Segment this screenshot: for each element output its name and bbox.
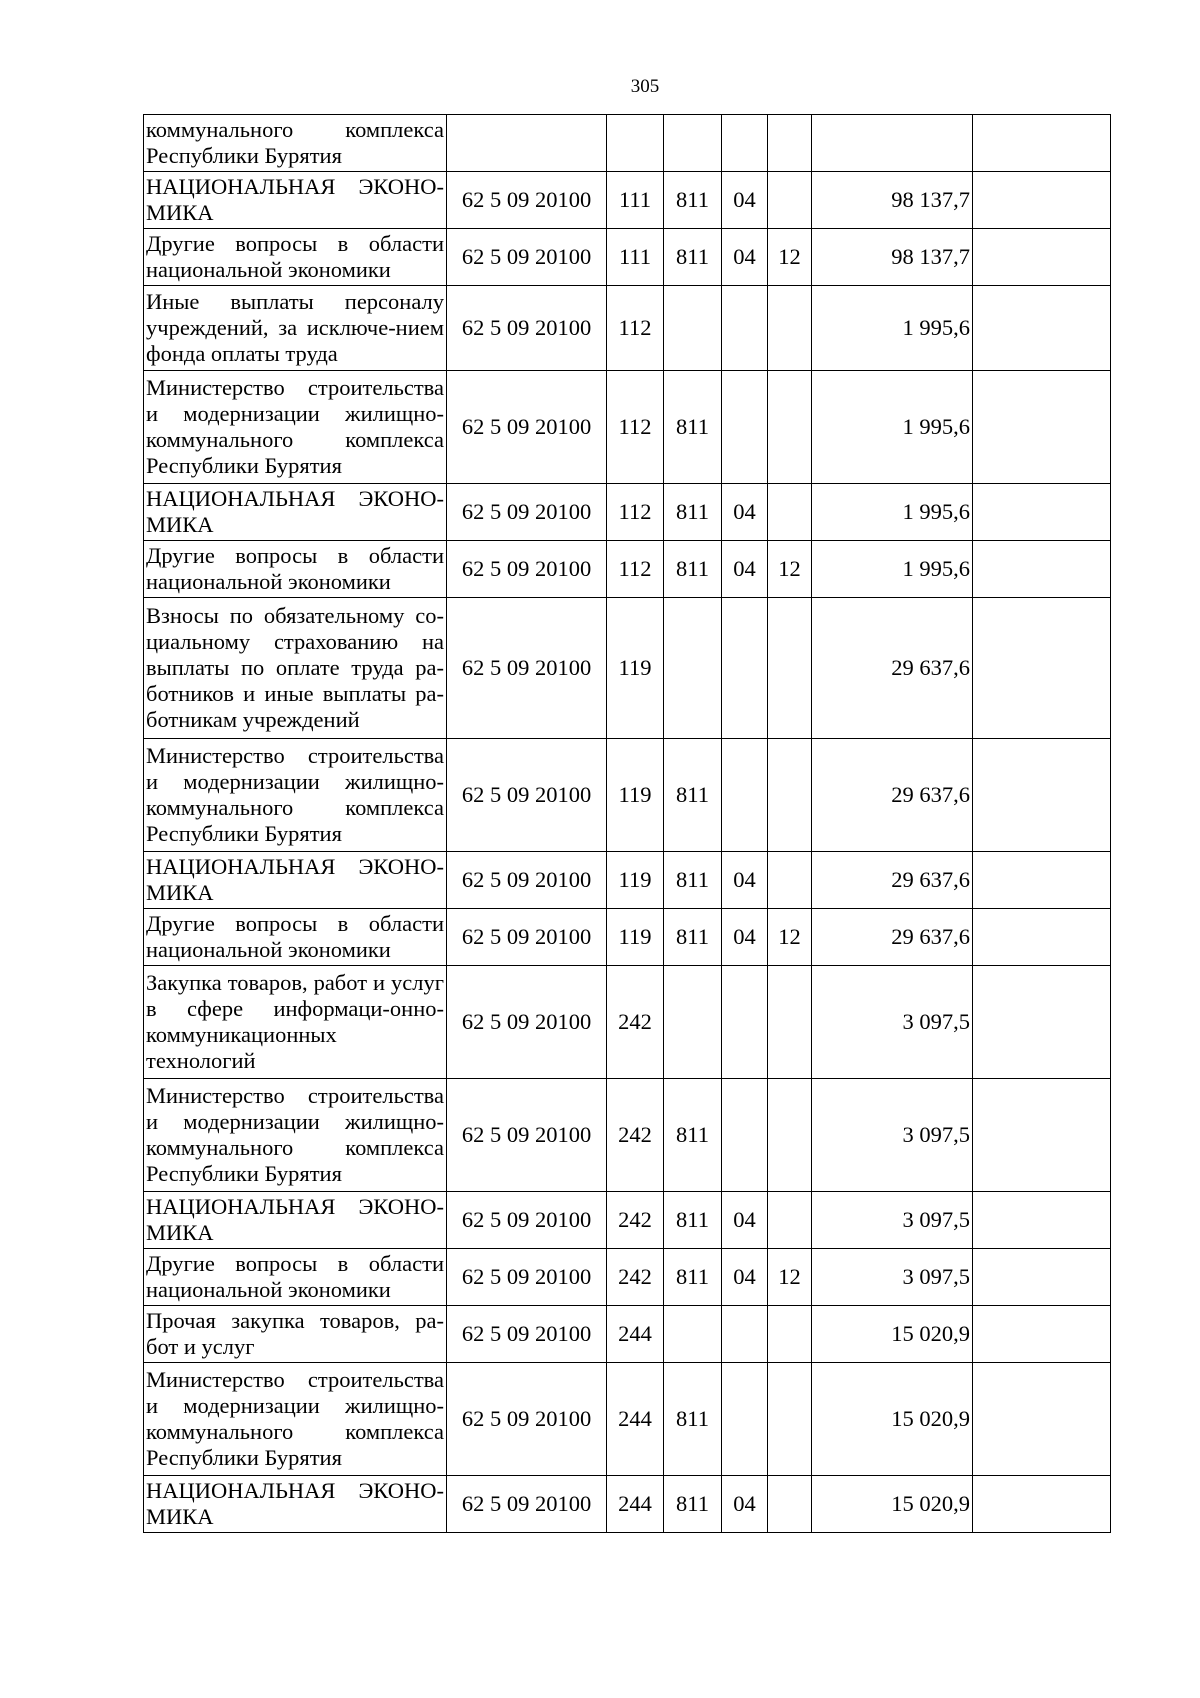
empty-cell bbox=[973, 966, 1111, 1079]
ministry-code bbox=[664, 115, 722, 172]
empty-cell bbox=[973, 852, 1111, 909]
section-code: 04 bbox=[722, 1192, 768, 1249]
row-name: Другие вопросы в области национальной экономики bbox=[144, 909, 447, 966]
ministry-code: 811 bbox=[664, 1476, 722, 1533]
expense-type: 242 bbox=[607, 1249, 664, 1306]
table-row bbox=[144, 484, 1111, 541]
subsection-code bbox=[768, 1306, 812, 1363]
amount: 29 637,6 bbox=[812, 598, 973, 739]
expense-type: 244 bbox=[607, 1476, 664, 1533]
table-row bbox=[144, 172, 1111, 229]
empty-cell bbox=[973, 1192, 1111, 1249]
subsection-code: 12 bbox=[768, 229, 812, 286]
subsection-code bbox=[768, 371, 812, 484]
table-row bbox=[144, 541, 1111, 598]
empty-cell bbox=[973, 1476, 1111, 1533]
amount: 15 020,9 bbox=[812, 1476, 973, 1533]
empty-cell bbox=[973, 1079, 1111, 1192]
section-code: 04 bbox=[722, 1476, 768, 1533]
expense-type: 112 bbox=[607, 484, 664, 541]
row-name: НАЦИОНАЛЬНАЯ ЭКОНО-МИКА bbox=[144, 484, 447, 541]
amount: 15 020,9 bbox=[812, 1363, 973, 1476]
row-name: НАЦИОНАЛЬНАЯ ЭКОНО-МИКА bbox=[144, 1192, 447, 1249]
amount: 3 097,5 bbox=[812, 966, 973, 1079]
expense-type bbox=[607, 115, 664, 172]
expense-type: 242 bbox=[607, 1192, 664, 1249]
amount: 3 097,5 bbox=[812, 1249, 973, 1306]
page-number: 305 bbox=[630, 76, 660, 97]
subsection-code bbox=[768, 115, 812, 172]
row-name: Министерство строительства и модернизации жилищно-коммунального комплекса Республики Бурятия bbox=[144, 1079, 447, 1192]
amount: 3 097,5 bbox=[812, 1079, 973, 1192]
target-code: 62 5 09 20100 bbox=[447, 1306, 607, 1363]
amount: 29 637,6 bbox=[812, 852, 973, 909]
row-name: НАЦИОНАЛЬНАЯ ЭКОНО-МИКА bbox=[144, 1476, 447, 1533]
subsection-code bbox=[768, 1192, 812, 1249]
expense-type: 244 bbox=[607, 1306, 664, 1363]
subsection-code bbox=[768, 1079, 812, 1192]
empty-cell bbox=[973, 598, 1111, 739]
amount: 3 097,5 bbox=[812, 1192, 973, 1249]
row-name: НАЦИОНАЛЬНАЯ ЭКОНО-МИКА bbox=[144, 172, 447, 229]
amount: 98 137,7 bbox=[812, 229, 973, 286]
ministry-code: 811 bbox=[664, 909, 722, 966]
empty-cell bbox=[973, 1249, 1111, 1306]
empty-cell bbox=[973, 1306, 1111, 1363]
target-code: 62 5 09 20100 bbox=[447, 484, 607, 541]
target-code: 62 5 09 20100 bbox=[447, 739, 607, 852]
table-row bbox=[144, 115, 1111, 172]
ministry-code: 811 bbox=[664, 371, 722, 484]
section-code bbox=[722, 598, 768, 739]
section-code bbox=[722, 371, 768, 484]
ministry-code: 811 bbox=[664, 1249, 722, 1306]
row-name: Закупка товаров, работ и услуг в сфере информаци-онно-коммуникационных технологий bbox=[144, 966, 447, 1079]
table-row bbox=[144, 1476, 1111, 1533]
row-name: Взносы по обязательному со-циальному страхованию на выплаты по оплате труда ра-ботников и иные выплаты ра-ботникам учреждений bbox=[144, 598, 447, 739]
target-code bbox=[447, 115, 607, 172]
section-code: 04 bbox=[722, 541, 768, 598]
subsection-code bbox=[768, 966, 812, 1079]
section-code: 04 bbox=[722, 909, 768, 966]
target-code: 62 5 09 20100 bbox=[447, 909, 607, 966]
target-code: 62 5 09 20100 bbox=[447, 598, 607, 739]
row-name: Другие вопросы в области национальной экономики bbox=[144, 229, 447, 286]
expense-type: 242 bbox=[607, 1079, 664, 1192]
ministry-code: 811 bbox=[664, 1192, 722, 1249]
empty-cell bbox=[973, 541, 1111, 598]
expense-type: 119 bbox=[607, 909, 664, 966]
table-row bbox=[144, 966, 1111, 1079]
amount: 1 995,6 bbox=[812, 286, 973, 371]
row-name: НАЦИОНАЛЬНАЯ ЭКОНО-МИКА bbox=[144, 852, 447, 909]
section-code bbox=[722, 1306, 768, 1363]
target-code: 62 5 09 20100 bbox=[447, 371, 607, 484]
row-name: Иные выплаты персоналу учреждений, за исключе-нием фонда оплаты труда bbox=[144, 286, 447, 371]
ministry-code: 811 bbox=[664, 739, 722, 852]
empty-cell bbox=[973, 229, 1111, 286]
ministry-code bbox=[664, 286, 722, 371]
ministry-code: 811 bbox=[664, 229, 722, 286]
expense-type: 242 bbox=[607, 966, 664, 1079]
ministry-code: 811 bbox=[664, 852, 722, 909]
section-code bbox=[722, 966, 768, 1079]
subsection-code bbox=[768, 484, 812, 541]
empty-cell bbox=[973, 1363, 1111, 1476]
row-name: Министерство строительства и модернизации жилищно-коммунального комплекса Республики Бурятия bbox=[144, 739, 447, 852]
ministry-code: 811 bbox=[664, 541, 722, 598]
empty-cell bbox=[973, 286, 1111, 371]
target-code: 62 5 09 20100 bbox=[447, 541, 607, 598]
subsection-code bbox=[768, 286, 812, 371]
budget-table bbox=[143, 114, 1111, 1533]
subsection-code bbox=[768, 598, 812, 739]
expense-type: 119 bbox=[607, 739, 664, 852]
table-row bbox=[144, 909, 1111, 966]
target-code: 62 5 09 20100 bbox=[447, 229, 607, 286]
ministry-code: 811 bbox=[664, 172, 722, 229]
empty-cell bbox=[973, 115, 1111, 172]
section-code bbox=[722, 1363, 768, 1476]
table-row bbox=[144, 739, 1111, 852]
section-code bbox=[722, 1079, 768, 1192]
subsection-code bbox=[768, 1476, 812, 1533]
section-code bbox=[722, 286, 768, 371]
expense-type: 112 bbox=[607, 371, 664, 484]
expense-type: 244 bbox=[607, 1363, 664, 1476]
table-row bbox=[144, 1306, 1111, 1363]
row-name: Министерство строительства и модернизации жилищно-коммунального комплекса Республики Бурятия bbox=[144, 371, 447, 484]
target-code: 62 5 09 20100 bbox=[447, 1249, 607, 1306]
section-code: 04 bbox=[722, 852, 768, 909]
expense-type: 119 bbox=[607, 598, 664, 739]
row-name: Прочая закупка товаров, ра-бот и услуг bbox=[144, 1306, 447, 1363]
subsection-code bbox=[768, 739, 812, 852]
table-row bbox=[144, 286, 1111, 371]
subsection-code: 12 bbox=[768, 541, 812, 598]
section-code: 04 bbox=[722, 1249, 768, 1306]
ministry-code: 811 bbox=[664, 1079, 722, 1192]
table-row bbox=[144, 229, 1111, 286]
target-code: 62 5 09 20100 bbox=[447, 172, 607, 229]
amount: 1 995,6 bbox=[812, 541, 973, 598]
section-code: 04 bbox=[722, 484, 768, 541]
row-name: Министерство строительства и модернизации жилищно-коммунального комплекса Республики Бурятия bbox=[144, 1363, 447, 1476]
subsection-code: 12 bbox=[768, 909, 812, 966]
row-name: Другие вопросы в области национальной экономики bbox=[144, 541, 447, 598]
amount bbox=[812, 115, 973, 172]
ministry-code bbox=[664, 1306, 722, 1363]
target-code: 62 5 09 20100 bbox=[447, 1192, 607, 1249]
table-row bbox=[144, 1079, 1111, 1192]
table-row bbox=[144, 1192, 1111, 1249]
subsection-code bbox=[768, 852, 812, 909]
empty-cell bbox=[973, 484, 1111, 541]
empty-cell bbox=[973, 172, 1111, 229]
amount: 29 637,6 bbox=[812, 739, 973, 852]
expense-type: 112 bbox=[607, 286, 664, 371]
table-row bbox=[144, 1363, 1111, 1476]
expense-type: 112 bbox=[607, 541, 664, 598]
row-name: Другие вопросы в области национальной экономики bbox=[144, 1249, 447, 1306]
amount: 1 995,6 bbox=[812, 371, 973, 484]
row-name: коммунального комплекса Республики Бурятия bbox=[144, 115, 447, 172]
ministry-code: 811 bbox=[664, 484, 722, 541]
section-code bbox=[722, 739, 768, 852]
empty-cell bbox=[973, 909, 1111, 966]
amount: 98 137,7 bbox=[812, 172, 973, 229]
target-code: 62 5 09 20100 bbox=[447, 1363, 607, 1476]
expense-type: 111 bbox=[607, 229, 664, 286]
subsection-code bbox=[768, 172, 812, 229]
ministry-code: 811 bbox=[664, 1363, 722, 1476]
amount: 29 637,6 bbox=[812, 909, 973, 966]
subsection-code bbox=[768, 1363, 812, 1476]
table-row bbox=[144, 1249, 1111, 1306]
empty-cell bbox=[973, 371, 1111, 484]
expense-type: 111 bbox=[607, 172, 664, 229]
section-code: 04 bbox=[722, 172, 768, 229]
target-code: 62 5 09 20100 bbox=[447, 1079, 607, 1192]
table-row bbox=[144, 598, 1111, 739]
table-row bbox=[144, 852, 1111, 909]
target-code: 62 5 09 20100 bbox=[447, 852, 607, 909]
expense-type: 119 bbox=[607, 852, 664, 909]
subsection-code: 12 bbox=[768, 1249, 812, 1306]
amount: 1 995,6 bbox=[812, 484, 973, 541]
ministry-code bbox=[664, 966, 722, 1079]
section-code: 04 bbox=[722, 229, 768, 286]
target-code: 62 5 09 20100 bbox=[447, 1476, 607, 1533]
target-code: 62 5 09 20100 bbox=[447, 286, 607, 371]
ministry-code bbox=[664, 598, 722, 739]
empty-cell bbox=[973, 739, 1111, 852]
target-code: 62 5 09 20100 bbox=[447, 966, 607, 1079]
section-code bbox=[722, 115, 768, 172]
amount: 15 020,9 bbox=[812, 1306, 973, 1363]
table-row bbox=[144, 371, 1111, 484]
